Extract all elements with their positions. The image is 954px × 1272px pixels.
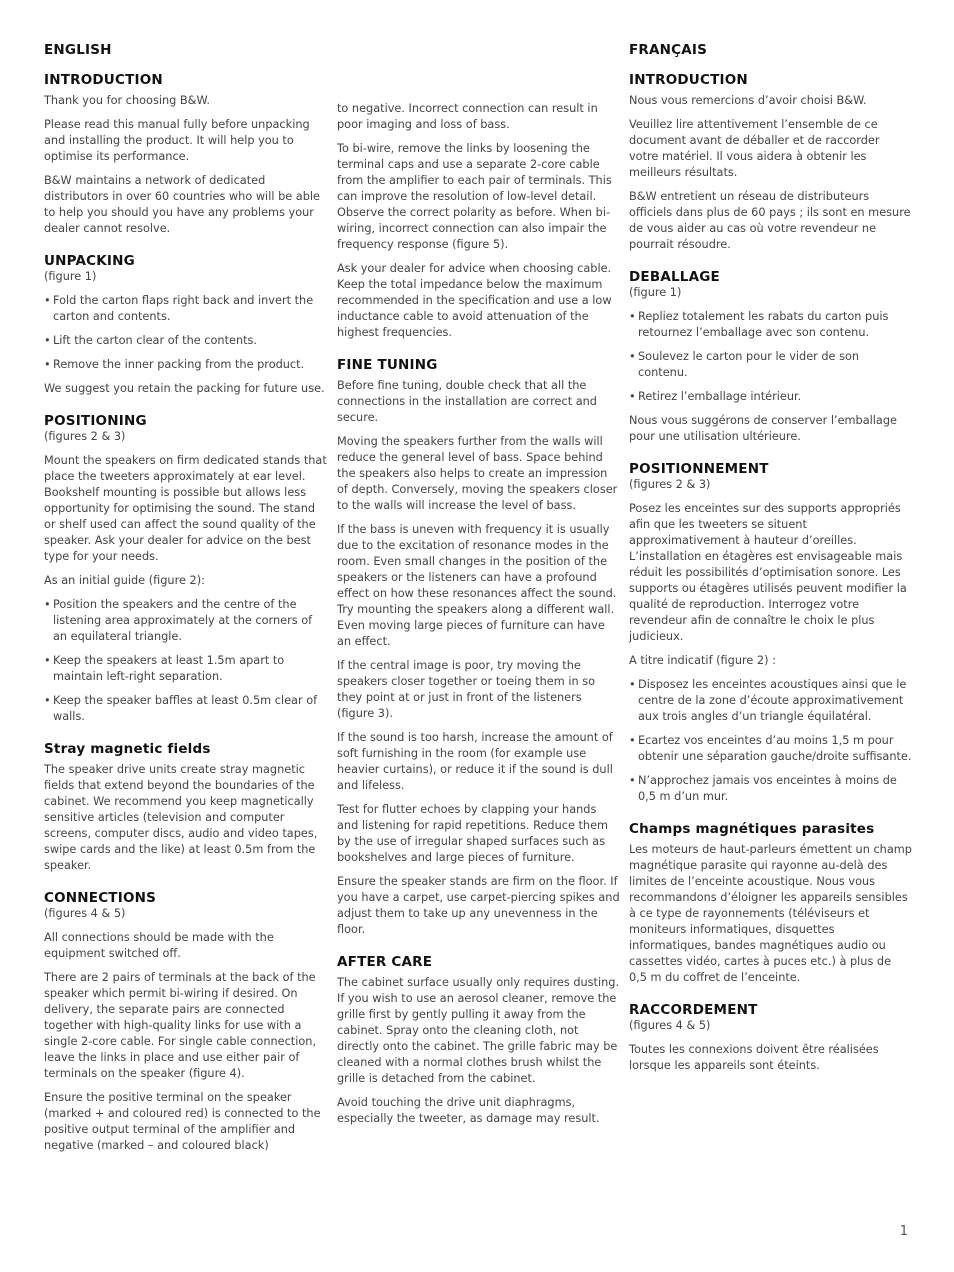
section-unpacking	[44, 253, 327, 397]
paragraph: Please read this manual fully before unpacking and installing the product. It will help you to optimise its performance.	[44, 118, 310, 163]
paragraph: We suggest you retain the packing for future use.	[44, 382, 325, 395]
paragraph: Test for flutter echoes by clapping your hands and listening for rapid repetitions. Reduce them by the use of irregular shaped surfaces such as bookshelves and large pieces of furniture.	[337, 803, 609, 864]
paragraph: Veuillez lire attentivement l’ensemble de ce document avant de déballer et de raccorder votre matériel. Il vous aidera à obtenir les meilleurs résultats.	[629, 118, 880, 179]
paragraph: Toutes les connexions doivent être réalisées lorsque les appareils sont éteints.	[629, 1043, 879, 1072]
paragraph: If the bass is uneven with frequency it is usually due to the excitation of resonance modes in the room. Even small changes in the position of the speakers or the listeners can have a profound effect on how these resonances affect the sound. Try mounting the speakers along a different wall. Even moving large pieces of furniture can have an effect.	[337, 523, 617, 648]
page-number: 1	[899, 1224, 908, 1239]
bullet-item: • Lift the carton clear of the contents.	[44, 333, 327, 349]
paragraph: If the central image is poor, try moving the speakers closer together or toeing them in so they point at or just in front of the listeners (figure 3).	[337, 659, 596, 720]
section-heading: UNPACKING	[44, 253, 135, 269]
section-heading: POSITIONNEMENT	[629, 461, 769, 477]
english-column-1	[44, 42, 327, 1170]
paragraph: to negative. Incorrect connection can result in poor imaging and loss of bass.	[337, 102, 598, 131]
section-heading: Stray magnetic fields	[44, 741, 211, 757]
bullet-item: • Disposez les enceintes acoustiques ainsi que le centre de la zone d’écoute approximativement aux trois angles d’un triangle équilatéral.	[629, 677, 912, 725]
bullet-item: • Keep the speaker baffles at least 0.5m clear of walls.	[44, 693, 327, 725]
paragraph: Les moteurs de haut-parleurs émettent un champ magnétique parasite qui rayonne au-delà des limites de l’enceinte acoustique. Nous vous recommandons d’éloigner les appareils sensibles à ce type de rayonnements (téléviseurs et moniteurs informatiques, disquettes informatiques, bandes magnétiques audio ou cassettes vidéo, cartes à puces etc.) à plus de 0,5 m du coffret de l’enceinte.	[629, 843, 912, 984]
figure-reference: (figures 4 & 5)	[44, 907, 126, 920]
paragraph: If the sound is too harsh, increase the amount of soft furnishing in the room (for example use heavier curtains), or reduce it if the sound is dull and lifeless.	[337, 731, 613, 792]
figure-reference: (figure 1)	[629, 286, 682, 299]
paragraph: A titre indicatif (figure 2) :	[629, 654, 776, 667]
section-heading: FINE TUNING	[337, 357, 438, 373]
bullet-item: • Keep the speakers at least 1.5m apart to maintain left-right separation.	[44, 653, 327, 685]
section-connections-continued	[337, 101, 620, 341]
paragraph: B&W entretient un réseau de distributeurs officiels dans plus de 60 pays ; ils sont en mesure de vous aider au cas où votre revendeur ne pourrait résoudre.	[629, 190, 911, 251]
figure-reference: (figures 2 & 3)	[44, 430, 126, 443]
section-fine-tuning	[337, 357, 620, 938]
french-column	[629, 42, 912, 1090]
paragraph: There are 2 pairs of terminals at the back of the speaker which permit bi-wiring if desired. On delivery, the separate pairs are connected together with high-quality links for use with a single 2-core cable. For single cable connection, leave the links in place and use either pair of terminals on the speaker (figure 4).	[44, 971, 317, 1080]
paragraph: Posez les enceintes sur des supports appropriés afin que les tweeters se situent approximativement à hauteur d’oreilles. L’installation en étagères est envisageable mais réduit les possibilités d’optimisation sonore. Les supports ou étagères utilisés peuvent modifier la qualité de reproduction. Interrogez votre revendeur afin de connaître le choix le plus judicieux.	[629, 502, 907, 643]
figure-reference: (figures 2 & 3)	[629, 478, 711, 491]
section-positionnement	[629, 461, 912, 805]
section-deballage	[629, 269, 912, 445]
section-heading: AFTER CARE	[337, 954, 433, 970]
section-heading: POSITIONING	[44, 413, 147, 429]
bullet-item: • Position the speakers and the centre of the listening area approximately at the corners of an equilateral triangle.	[44, 597, 327, 645]
paragraph: To bi-wire, remove the links by loosening the terminal caps and use a separate 2-core cable from the amplifier to each pair of terminals. This can improve the resolution of low-level detail. Observe the correct polarity as before. When bi-wiring, incorrect connection can also impair the frequency response (figure 5).	[337, 142, 612, 251]
section-positioning	[44, 413, 327, 725]
paragraph: Ensure the speaker stands are firm on the floor. If you have a carpet, use carpet-piercing spikes and adjust them to take up any unevenness in the floor.	[337, 875, 620, 936]
paragraph: Ask your dealer for advice when choosing cable. Keep the total impedance below the maximum recommended in the specification and use a low inductance cable to avoid attenuation of the highest frequencies.	[337, 262, 612, 339]
paragraph: Nous vous suggérons de conserver l’emballage pour une utilisation ultérieure.	[629, 414, 897, 443]
bullet-item: • Ecartez vos enceintes d’au moins 1,5 m pour obtenir une séparation gauche/droite suffisante.	[629, 733, 912, 765]
paragraph: Moving the speakers further from the walls will reduce the general level of bass. Space behind the speakers also helps to create an impression of depth. Conversely, moving the speakers closer to the walls will increase the level of bass.	[337, 435, 618, 512]
language-heading-french: FRANÇAIS	[629, 42, 708, 58]
section-connections	[44, 890, 327, 1154]
english-column-2	[337, 101, 620, 1143]
bullet-item: • N’approchez jamais vos enceintes à moins de 0,5 m d’un mur.	[629, 773, 912, 805]
figure-reference: (figure 1)	[44, 270, 97, 283]
section-heading: DEBALLAGE	[629, 269, 720, 285]
section-heading: Champs magnétiques parasites	[629, 821, 875, 837]
section-after-care	[337, 954, 620, 1127]
section-heading: RACCORDEMENT	[629, 1002, 758, 1018]
section-raccordement	[629, 1002, 912, 1074]
paragraph: Nous vous remercions d’avoir choisi B&W.	[629, 94, 867, 107]
paragraph: The cabinet surface usually only requires dusting. If you wish to use an aerosol cleaner, remove the grille first by gently pulling it away from the cabinet. Spray onto the cleaning cloth, not directly onto the cabinet. The grille fabric may be cleaned with a normal clothes brush whilst the grille is detached from the cabinet.	[337, 976, 620, 1085]
bullet-item: • Repliez totalement les rabats du carton puis retournez l’emballage avec son contenu.	[629, 309, 912, 341]
section-heading: INTRODUCTION	[44, 72, 163, 88]
paragraph: Ensure the positive terminal on the speaker (marked + and coloured red) is connected to the positive output terminal of the amplifier and negative (marked – and coloured black)	[44, 1091, 321, 1152]
paragraph: Before fine tuning, double check that all the connections in the installation are correct and secure.	[337, 379, 597, 424]
bullet-item: • Fold the carton flaps right back and invert the carton and contents.	[44, 293, 327, 325]
bullet-item: • Soulevez le carton pour le vider de son contenu.	[629, 349, 912, 381]
section-heading: CONNECTIONS	[44, 890, 157, 906]
section-stray-magnetic-fields	[44, 741, 327, 874]
section-champs-magnetiques	[629, 821, 912, 986]
section-introduction-fr	[629, 72, 912, 253]
paragraph: As an initial guide (figure 2):	[44, 574, 205, 587]
paragraph: Avoid touching the drive unit diaphragms, especially the tweeter, as damage may result.	[337, 1096, 600, 1125]
paragraph: All connections should be made with the equipment switched off.	[44, 931, 274, 960]
bullet-item: • Retirez l’emballage intérieur.	[629, 389, 912, 405]
section-introduction	[44, 72, 327, 237]
paragraph: B&W maintains a network of dedicated distributors in over 60 countries who will be able to help you should you have any problems your dealer cannot resolve.	[44, 174, 320, 235]
paragraph: Thank you for choosing B&W.	[44, 94, 210, 107]
language-heading-english: ENGLISH	[44, 42, 112, 58]
paragraph: The speaker drive units create stray magnetic fields that extend beyond the boundaries of the cabinet. We recommend you keep magnetically sensitive articles (television and computer screens, computer discs, audio and video tapes, swipe cards and the like) at least 0.5m from the speaker.	[44, 763, 318, 872]
figure-reference: (figures 4 & 5)	[629, 1019, 711, 1032]
section-heading: INTRODUCTION	[629, 72, 748, 88]
paragraph: Mount the speakers on firm dedicated stands that place the tweeters approximately at ear level. Bookshelf mounting is possible but allows less opportunity for optimising the sound. The stand or shelf used can affect the sound quality of the speaker. Ask your dealer for advice on the best type for your needs.	[44, 454, 327, 563]
bullet-item: • Remove the inner packing from the product.	[44, 357, 327, 373]
